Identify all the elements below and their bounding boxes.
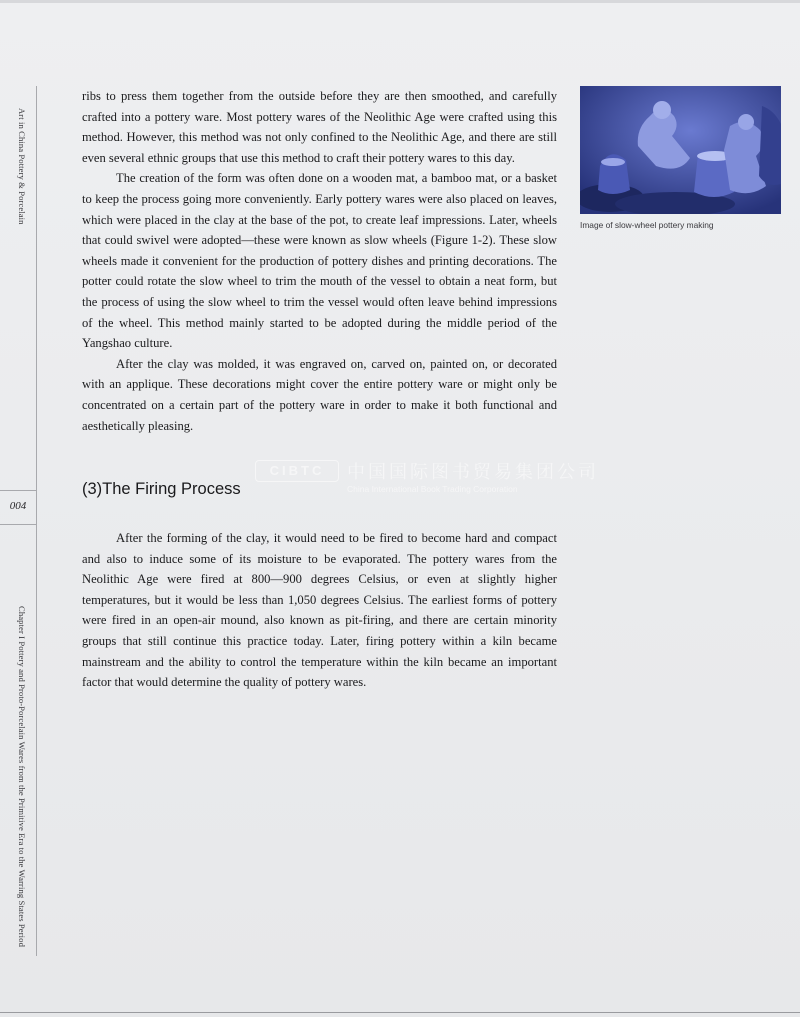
slow-wheel-photo — [580, 86, 781, 214]
figure-caption: Image of slow-wheel pottery making — [580, 220, 714, 230]
watermark-english-name: China International Book Trading Corporation — [347, 484, 518, 494]
publisher-watermark — [255, 458, 599, 500]
pottery-photo-illustration — [580, 86, 781, 214]
body-paragraph: The creation of the form was often done on a wooden mat, a bamboo mat, or a basket to keep the process going more conveniently. Early pottery wares were also placed on leaves, which were placed in the clay at the base of the pot, to create leaf impressions. Later, wheels that could swivel were adopted—these were known as slow wheels (Figure 1-2). These slow wheels made it convenient for the production of pottery dishes and printing decorations. The potter could rotate the slow wheel to trim the mouth of the vessel to obtain a neat form, but the process of using the slow wheel to trim the vessel would often leave behind impressions of the wheel. This method mainly started to be adopted during the middle period of the Yangshao culture. — [82, 171, 557, 351]
body-paragraph: ribs to press them together from the outside before they are then smoothed, and carefully crafted into a pottery ware. Most pottery wares of the Neolithic Age were crafted using this method. However, this method was not only confined to the Neolithic Age, and there are still even several ethnic groups that use this method to craft their pottery wares to this day. — [82, 89, 557, 165]
running-book-title: Art in China Pottery & Porcelain — [17, 108, 27, 225]
margin-divider — [0, 490, 36, 491]
page-bottom-edge — [0, 1012, 800, 1013]
page-top-edge — [0, 0, 800, 3]
watermark-chinese-name: 中国国际图书贸易集团公司 — [347, 462, 599, 483]
body-paragraph: After the forming of the clay, it would need to be fired to become hard and compact and also to induce some of its moisture to be evaporated. The pottery wares from the Neolithic Age were fired at 800—900 degrees Celsius, or even at slightly higher temperatures, but it would be less than 1,050 degrees Celsius. The earliest forms of pottery were fired in an open-air mound, also known as pit-firing, and there are certain minority groups that still continue this practice today. Later, firing pottery within a kiln became mainstream and the ability to control the temperature within the kiln became an important factor that would determine the quality of pottery wares. — [82, 531, 557, 690]
section-body-text — [82, 528, 557, 693]
body-paragraph: After the clay was molded, it was engraved on, carved on, painted on, or decorated with an applique. These decorations might cover the entire pottery ware or might only be concentrated on a certain part of the pottery ware in order to make it both functional and aesthetically pleasing. — [82, 356, 557, 433]
running-chapter-title: Chapter I Pottery and Proto-Porcelain Wares from the Primitive Era to the Warring States Period — [17, 606, 27, 947]
margin-divider — [0, 524, 36, 525]
watermark-logo: CIBTC — [255, 460, 339, 482]
section-heading: (3)The Firing Process — [82, 480, 241, 498]
page-number: 004 — [9, 500, 27, 512]
body-text — [82, 86, 557, 436]
left-margin-strip — [0, 86, 37, 956]
